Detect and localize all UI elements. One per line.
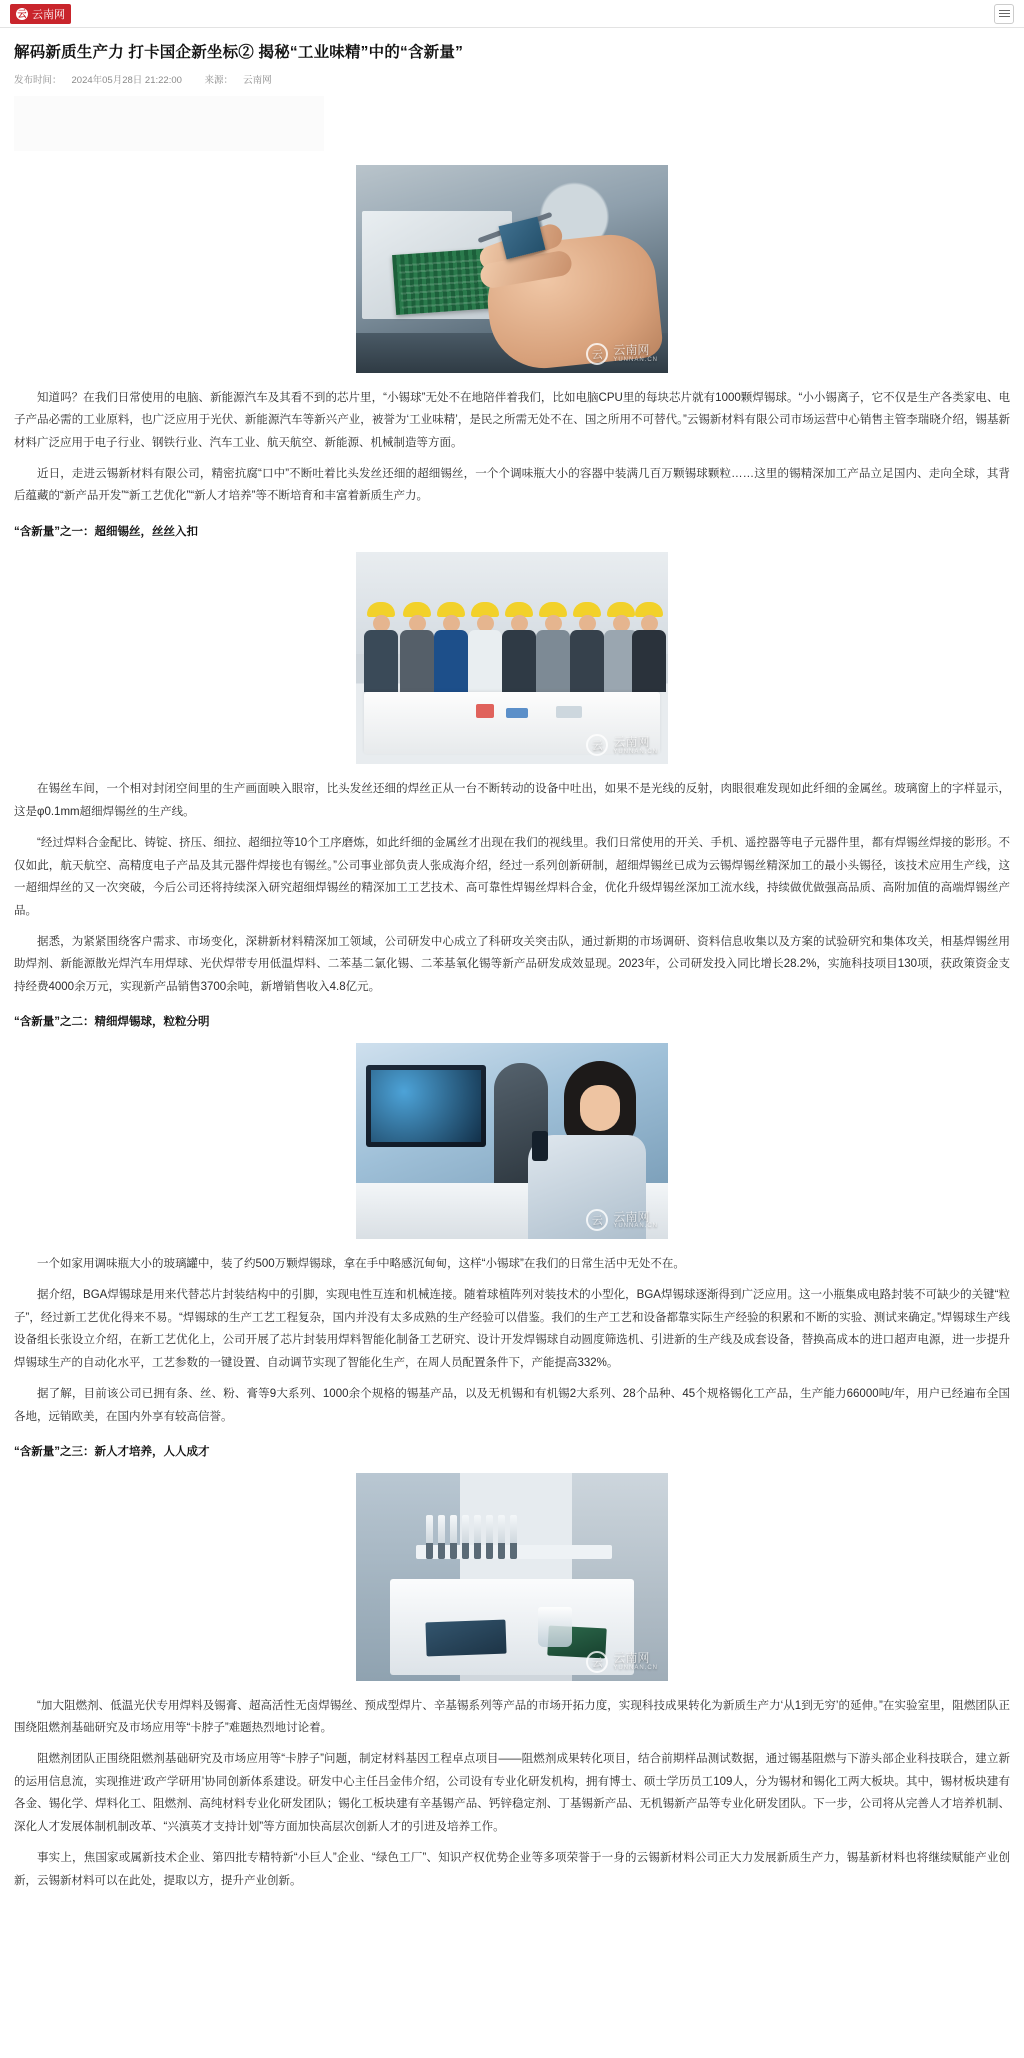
watermark-ring-icon: 云 bbox=[586, 1651, 608, 1673]
photo-reporter-filming bbox=[356, 1043, 668, 1239]
paragraph: 在锡丝车间，一个相对封闭空间里的生产画面映入眼帘，比头发丝还细的焊丝正从一台不断转动的设备中吐出，如果不是光线的反射，肉眼很难发现如此纤细的金属丝。玻璃窗上的字样显示，这是φ0.1mm超细焊锡丝的生产线。 bbox=[14, 783, 1010, 818]
watermark bbox=[586, 734, 658, 756]
article-end-spacer bbox=[14, 1901, 1010, 1907]
site-logo[interactable] bbox=[10, 4, 71, 24]
publish-time: 发布时间： 2024年05月28日 21:22:00 bbox=[14, 74, 182, 86]
logo-mark-icon: 云 bbox=[17, 8, 27, 19]
ad-placeholder bbox=[14, 96, 324, 151]
subheading: “含新量”之一：超细锡丝，丝丝入扣 bbox=[14, 525, 198, 538]
watermark-ring-icon: 云 bbox=[586, 343, 608, 365]
photo-chip-in-hand bbox=[356, 165, 668, 373]
paragraph: 知道吗？在我们日常使用的电脑、新能源汽车及其看不到的芯片里，“小锡球”无处不在地陪伴着我们，比如电脑CPU里的每块芯片就有1000颗焊锡球。“小小锡离子，它不仅是生产各类家电、电子产品必需的工业原料，也广泛应用于光伏、新能源汽车等新兴产业，被誉为‘工业味精’，是民之所需无处不在、国之所用不可替代。”云锡新材料有限公司市场运营中心销售主管李瑞晓介绍，锡基新材料广泛应用于电子行业、钢铁行业、汽车工业、航天航空、新能源、机械制造等方面。 bbox=[14, 391, 1010, 449]
watermark bbox=[586, 1209, 658, 1231]
figure-chip-in-hand bbox=[14, 165, 1010, 373]
watermark-ring-icon: 云 bbox=[586, 734, 608, 756]
watermark-domain: YUNNAN.CN bbox=[613, 748, 658, 755]
figure-product-display bbox=[14, 1473, 1010, 1681]
watermark-name: 云南网 bbox=[613, 343, 650, 358]
paragraph: 据悉，为紧紧围绕客户需求、市场变化，深耕新材料精深加工领域，公司研发中心成立了科研攻关突击队，通过新期的市场调研、资料信息收集以及方案的试验研究和集体攻关，相基焊锡丝用助焊剂、新能源散光焊汽车用焊球、光伏焊带专用低温焊料、二苯基二氯化锡、二苯基氧化锡等新产品研发成效显现。2023年，公司研发投入同比增长28.2%，实施科技项目130项，获政策资金支持经费4000余万元，实现新产品销售3700余吨，新增销售收入4.8亿元。 bbox=[14, 936, 1010, 993]
article-source: 来源： 云南网 bbox=[204, 74, 272, 86]
watermark-domain: YUNNAN.CN bbox=[613, 1664, 658, 1671]
watermark bbox=[586, 1651, 658, 1673]
hamburger-menu-icon[interactable] bbox=[994, 4, 1014, 24]
photo-visitors-with-helmets bbox=[356, 552, 668, 764]
paragraph: “加大阻燃剂、低温光伏专用焊料及锡膏、超高活性无卤焊锡丝、预成型焊片、辛基锡系列等产品的市场开拓力度，实现科技成果转化为新质生产力‘从1到无穷’的延伸。”在实验室里，阻燃团队正围绕阻燃剂基础研究及市场应用等“卡脖子”难题热烈地讨论着。 bbox=[14, 1699, 1010, 1735]
watermark-name: 云南网 bbox=[613, 735, 650, 750]
photo-product-display bbox=[356, 1473, 668, 1681]
paragraph-long: 阻燃剂团队正围绕阻燃剂基础研究及市场应用等“卡脖子”问题，制定材料基因工程卓点项目——阻燃剂成果转化项目，结合前期样品测试数据，通过锡基阻燃与下游头部企业科技联合，建立新的运用信息流，实现推进‘政产学研用’协同创新体系建设。研发中心主任吕金伟介绍，公司设有专业化研发机构，拥有博士、硕士学历员工109人，分为锡材和锡化工两大板块。其中，锡材板块建有各金、锡化学、焊料化工、阻燃剂、高纯材料专业化研发团队；锡化工板块建有辛基锡产品、钙锌稳定剂、丁基锡新产品、无机锡新产品等专业化研发团队。下一步，公司将从完善人才培养机制、深化人才发展体制机制改革、“兴滇英才支持计划”等方面加快高层次创新人才的引进及培养工作。 bbox=[14, 1753, 1010, 1833]
paragraph: 据介绍，BGA焊锡球是用来代替芯片封装结构中的引脚，实现电性互连和机械连接。随着球植阵列对装技术的小型化，BGA焊锡球逐渐得到广泛应用。这一小瓶集成电路封装不可缺少的关键“粒子”，经过新工艺优化得来不易。“焊锡球的生产工艺工程复杂，国内并没有太多成熟的生产经验可以借鉴。我们的生产工艺和设备都靠实际生产经验的积累和不断的实验、测试来确定。”焊锡球生产线设备组长张设立介绍，在新工艺优化上，公司开展了芯片封装用焊料智能化制备工艺研究、设计开发焊锡球自动圆度筛选机、引进新的生产线及成套设备，替换高成本的进口超声电源，进一步提升焊锡球生产的自动化水平，工艺参数的一键设置、自动调节实现了智能化生产，在周人员配置条件下，产能提高332%。 bbox=[14, 1289, 1010, 1369]
figure-visitors-with-helmets bbox=[14, 552, 1010, 764]
paragraph: 近日，走进云锡新材料有限公司，精密抗腐“口中”不断吐着比头发丝还细的超细锡丝，一个个调味瓶大小的容器中装满几百万颗锡球颗粒……这里的锡精深加工产品立足国内、走向全球，其背后蕴藏的“新产品开发”“新工艺优化”“新人才培养”等不断培育和丰富着新质生产力。 bbox=[14, 467, 1010, 503]
subheading: “含新量”之三：新人才培养，人人成才 bbox=[14, 1445, 210, 1458]
watermark-name: 云南网 bbox=[613, 1209, 650, 1224]
paragraph: 事实上，焦国家或属新技术企业、第四批专精特新“小巨人”企业、“绿色工厂”、知识产权优势企业等多项荣誉于一身的云锡新材料公司正大力发展新质生产力，锡基新材料也将继续赋能产业创新，云锡新材料可以在此处，提取以方，提升产业创新。 bbox=[14, 1852, 1010, 1887]
article-byline bbox=[14, 72, 1010, 86]
article-container bbox=[0, 28, 1024, 1907]
watermark-domain: YUNNAN.CN bbox=[613, 1223, 658, 1230]
page-title: 解码新质生产力 打卡国企新坐标② 揭秘“工业味精”中的“含新量” bbox=[14, 44, 464, 61]
paragraph: 据了解，目前该公司已拥有条、丝、粉、膏等9大系列、1000余个规格的锡基产品，以及无机锡和有机锡2大系列、28个品种、45个规格锡化工产品，生产能力66000吨/年，用户已经遍布全国各地，远销欧美，在国内外享有较高信誉。 bbox=[14, 1388, 1010, 1423]
figure-reporter-filming bbox=[14, 1043, 1010, 1239]
watermark-name: 云南网 bbox=[613, 1651, 650, 1666]
paragraph: “经过焊料合金配比、铸锭、挤压、细拉、超细拉等10个工序磨炼，如此纤细的金属丝才出现在我们的视线里。我们日常使用的开关、手机、遥控器等电子元器件里，都有焊锡丝焊接的影形。不仅如此，航天航空、高精度电子产品及其元器件焊接也有锡丝。”公司事业部负责人张成海介绍，经过一系列创新研制，超细焊锡丝已成为云锡焊锡丝精深加工的最小头锡径，该技术应用生产线，这一超细焊丝的又一次突破，今后公司还将持续深入研究超细焊锡丝的精深加工工艺技术、高可靠性焊锡丝焊料合金，优化升级焊锡丝深加工流水线，持续做优做强高品质、高附加值的高端焊锡丝产品。 bbox=[14, 837, 1010, 917]
watermark-domain: YUNNAN.CN bbox=[613, 356, 658, 363]
paragraph: 一个如家用调味瓶大小的玻璃罐中，装了约500万颗焊锡球，拿在手中略感沉甸甸，这样“小锡球”在我们的日常生活中无处不在。 bbox=[37, 1257, 685, 1270]
top-navigation-bar bbox=[0, 0, 1024, 28]
subheading: “含新量”之二：精细焊锡球，粒粒分明 bbox=[14, 1016, 210, 1029]
watermark-ring-icon: 云 bbox=[586, 1209, 608, 1231]
site-logo-label: 云南网 bbox=[32, 8, 65, 21]
watermark bbox=[586, 343, 658, 365]
